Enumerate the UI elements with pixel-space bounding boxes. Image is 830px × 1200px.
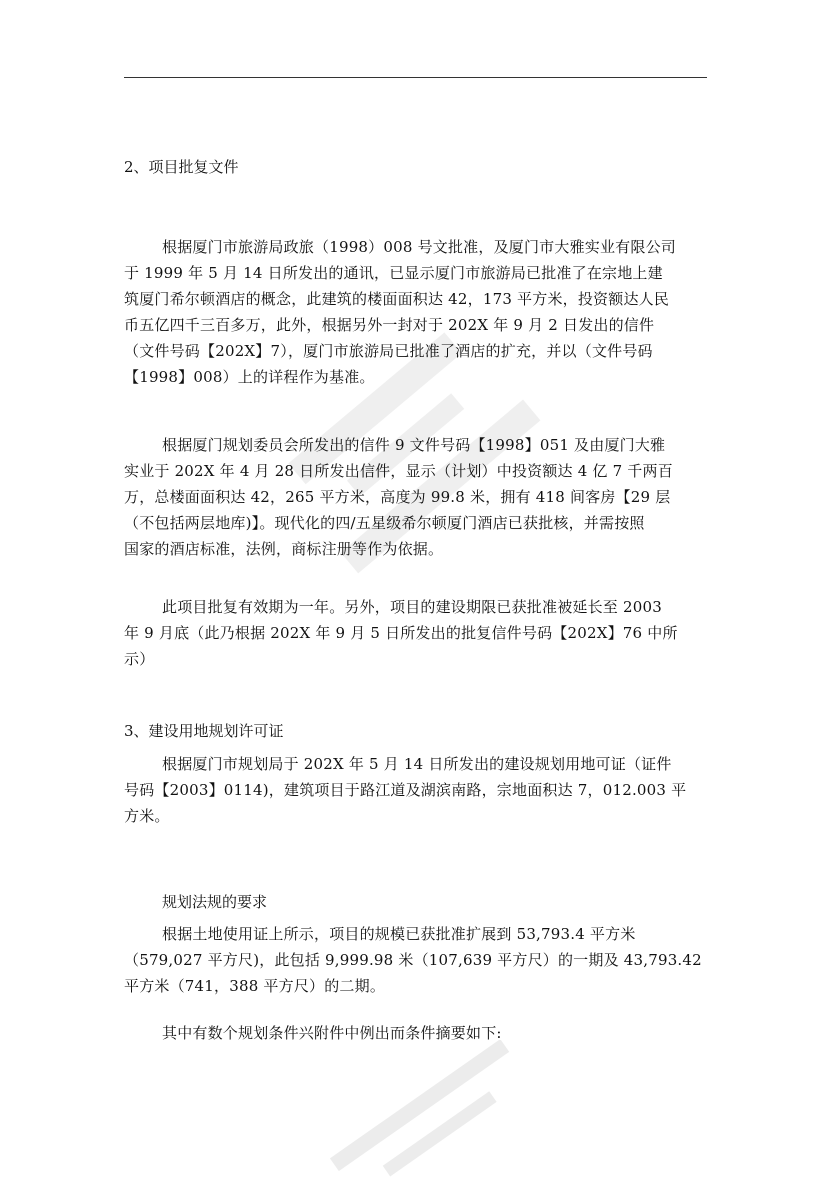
line: 根据厦门市规划局于 202X 年 5 月 14 日所发出的建设规划用地可证（证件 bbox=[162, 755, 672, 773]
line: 万，总楼面面积达 42，265 平方米，高度为 99.8 米，拥有 418 间客房【29 层 bbox=[124, 488, 671, 506]
line: 根据厦门规划委员会所发出的信件 9 文件号码【1998】051 及由厦门大雅 bbox=[162, 436, 666, 454]
line: 号码【2003】0114)，建筑项目于路江道及湖滨南路，宗地面积达 7，012.003 平 bbox=[124, 781, 687, 799]
line: （文件号码【202X】7），厦门市旅游局已批准了酒店的扩充，并以（文件号码 bbox=[124, 342, 653, 360]
line: 根据土地使用证上所示，项目的规模已获批准扩展到 53,793.4 平方米 bbox=[162, 925, 636, 943]
section-2-heading: 2、项目批复文件 bbox=[124, 158, 239, 176]
line: 实业于 202X 年 4 月 28 日所发出信件，显示（计划）中投资额达 4 亿 7 千两百 bbox=[124, 462, 673, 480]
line: （579,027 平方尺)，此包括 9,999.98 米（107,639 平方尺）的一期及 43,793.42 bbox=[124, 951, 702, 969]
line: 【1998】008）上的详程作为基准。 bbox=[124, 368, 375, 386]
planning-paragraph-2 bbox=[124, 1020, 714, 1046]
line: 平方米（741，388 平方尺）的二期。 bbox=[124, 977, 386, 995]
section-3-paragraph-1 bbox=[124, 751, 714, 829]
line: （不包括两层地库)】。现代化的四/五星级希尔顿厦门酒店已获批核，并需按照 bbox=[124, 514, 645, 532]
header-rule bbox=[124, 77, 707, 78]
line: 币五亿四千三百多万，此外，根据另外一封对于 202X 年 9 月 2 日发出的信件 bbox=[124, 316, 655, 334]
line: 方米。 bbox=[124, 807, 170, 825]
line: 于 1999 年 5 月 14 日所发出的通讯，已显示厦门市旅游局已批准了在宗地上建 bbox=[124, 264, 663, 282]
line: 筑厦门希尔顿酒店的概念，此建筑的楼面面积达 42，173 平方米，投资额达人民 bbox=[124, 290, 670, 308]
section-2-paragraph-2 bbox=[124, 432, 714, 562]
line: 国家的酒店标准，法例，商标注册等作为依据。 bbox=[124, 540, 444, 558]
line: 此项目批复有效期为一年。另外，项目的建设期限已获批准被延长至 2003 bbox=[162, 598, 662, 616]
planning-heading: 规划法规的要求 bbox=[162, 893, 268, 911]
line: 其中有数个规划条件兴附件中例出而条件摘要如下: bbox=[162, 1024, 502, 1042]
planning-paragraph-1 bbox=[124, 921, 714, 999]
section-3-heading: 3、建设用地规划许可证 bbox=[124, 722, 284, 740]
line: 示） bbox=[124, 650, 155, 668]
watermark-icon bbox=[300, 1040, 560, 1200]
section-2-paragraph-3 bbox=[124, 594, 714, 672]
line: 根据厦门市旅游局政旅（1998）008 号文批准，及厦门市大雅实业有限公司 bbox=[162, 238, 676, 256]
section-2-paragraph-1 bbox=[124, 234, 714, 390]
line: 年 9 月底（此乃根据 202X 年 9 月 5 日所发出的批复信件号码【202X】76 中所 bbox=[124, 624, 678, 642]
